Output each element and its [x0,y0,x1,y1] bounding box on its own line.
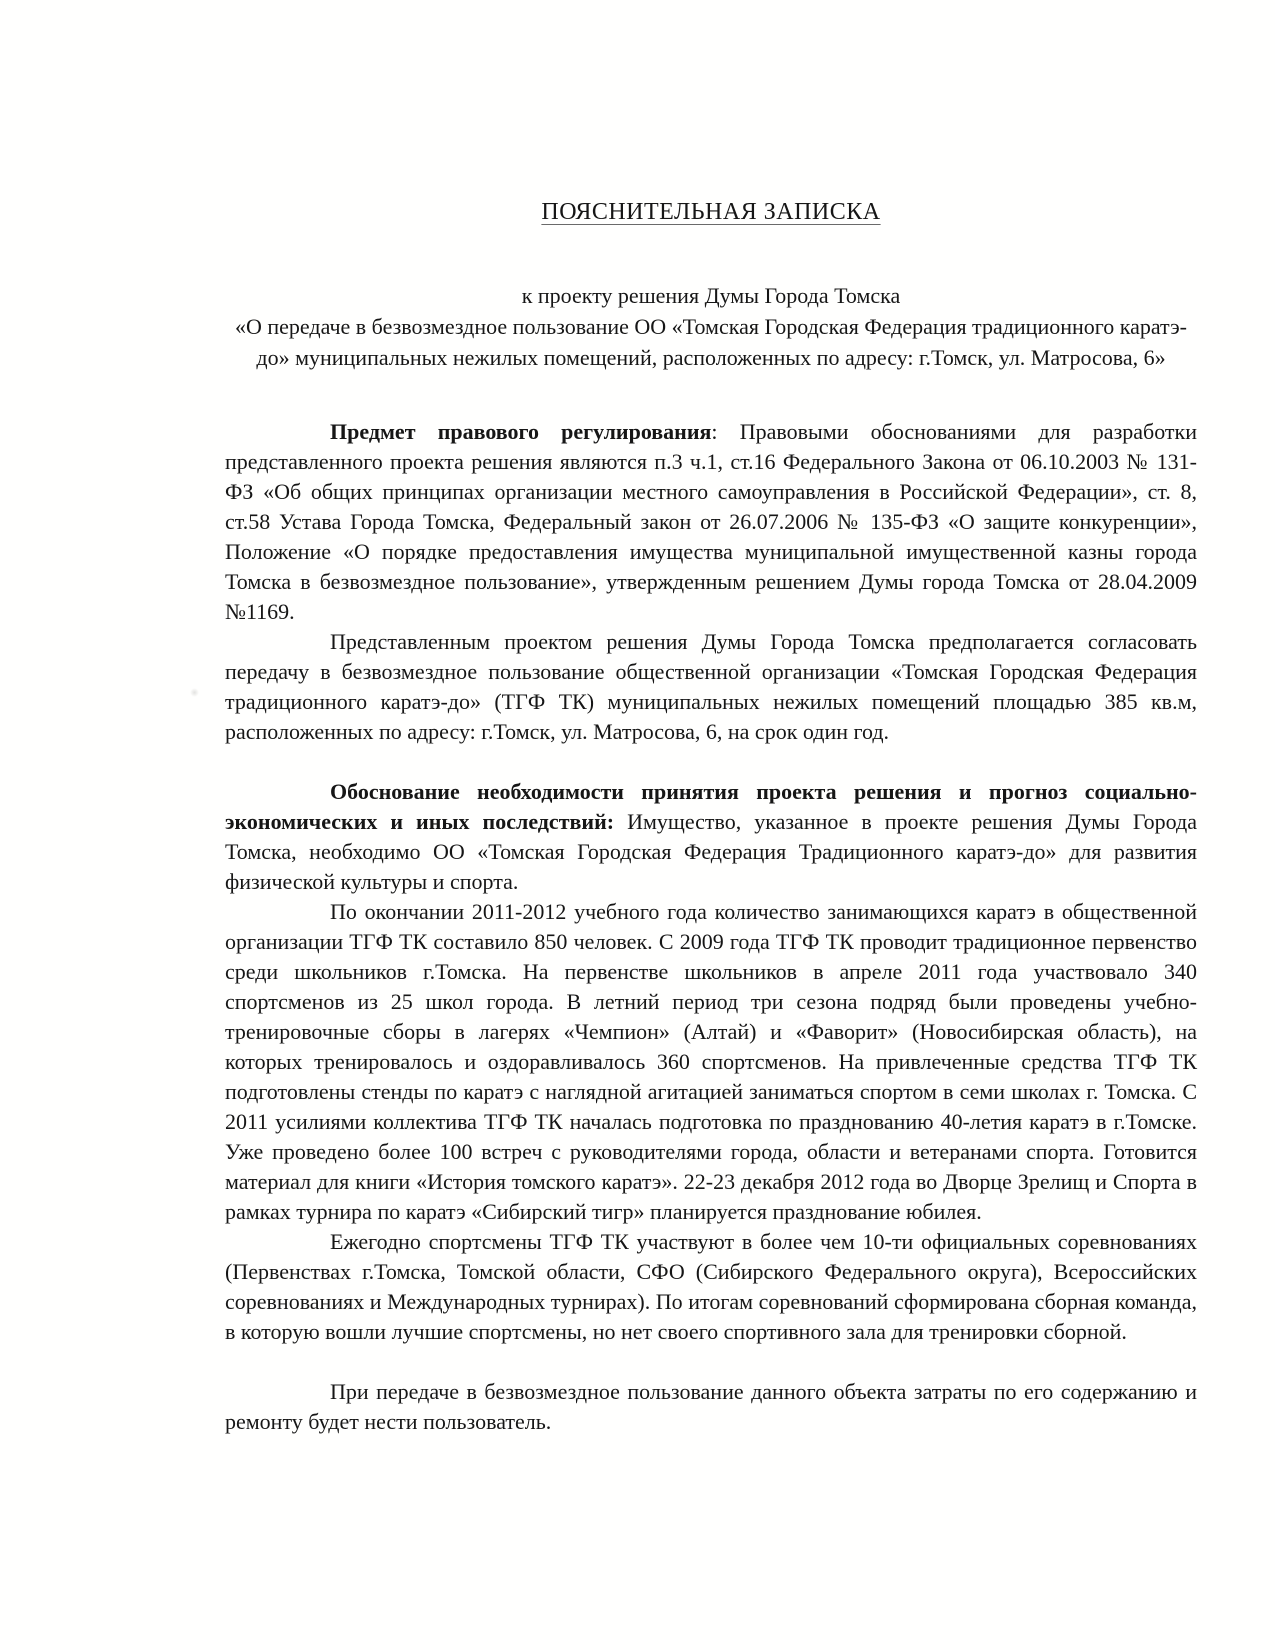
paragraph: По окончании 2011-2012 учебного года количество занимающихся каратэ в общественной организации ТГФ ТК составило 850 человек. С 2009 года ТГФ ТК проводит традиционное первенство среди школьников г.Томска. На первенстве школьников в апреле 2011 года участвовало 340 спортсменов из 25 школ города. В летний период три сезона подряд были проведены учебно-тренировочные сборы в лагерях «Чемпион» (Алтай) и «Фаворит» (Новосибирская область), на которых тренировалось и оздоравливалось 360 спортсменов. На привлеченные средства ТГФ ТК подготовлены стенды по каратэ с наглядной агитацией заниматься спортом в семи школах г. Томска. С 2011 усилиями коллектива ТГФ ТК началась подготовка по празднованию 40-летия каратэ в г.Томске. Уже проведено более 100 встреч с руководителями города, области и ветеранами спорта. Готовится материал для книги «История томского каратэ». 22-23 декабря 2012 года во Дворце Зрелищ и Спорта в рамках турнира по каратэ «Сибирский тигр» планируется празднование юбилея. [225,899,1197,1224]
paragraph: Ежегодно спортсмены ТГФ ТК участвуют в более чем 10-ти официальных соревнованиях (Первенствах г.Томска, Томской области, СФО (Сибирского Федерального округа), Всероссийских соревнованиях и Международных турнирах). По итогам соревнований сформирована сборная команда, в которую вошли лучшие спортсмены, но нет своего спортивного зала для тренировки сборной. [225,1229,1197,1344]
paragraph: Обоснование необходимости принятия проекта решения и прогноз социально-экономических и иных последствий: Имущество, указанное в проекте решения Думы Города Томска, необходимо ОО «Томская Городская Федерация Традиционного каратэ-до» для развития физической культуры и спорта. [225,779,1197,894]
paragraph: Предмет правового регулирования: Правовыми обоснованиями для разработки представленного проекта решения являются п.3 ч.1, ст.16 Федерального Закона от 06.10.2003 № 131-ФЗ «Об общих принципах организации местного самоуправления в Российской Федерации», ст. 8, ст.58 Устава Города Томска, Федеральный закон от 26.07.2006 № 135-ФЗ «О защите конкуренции», Положение «О порядке предоставления имущества муниципальной имущественной казны города Томска в безвозмездное пользование», утвержденным решением Думы города Томска от 28.04.2009 №1169. [225,419,1197,624]
document-body [225,417,1197,1437]
document-title: ПОЯСНИТЕЛЬНАЯ ЗАПИСКА [541,199,881,225]
document-subtitle [225,280,1197,373]
scan-artifact [190,688,199,697]
subtitle-line: «О передаче в безвозмездное пользование ОО «Томская Городская Федерация традиционного каратэ-до» муниципальных нежилых помещений, расположенных по адресу: г.Томск, ул. Матросова, 6» [234,314,1187,370]
subtitle-line: к проекту решения Думы Города Томска [521,283,901,308]
paragraph: При передаче в безвозмездное пользование данного объекта затраты по его содержанию и ремонту будет нести пользователь. [225,1379,1197,1434]
paragraph-lead: Предмет правового регулирования [330,419,712,444]
paragraph-lead: Обоснование необходимости принятия проекта решения и прогноз социально-экономических и иных последствий: [225,779,1197,834]
paragraph: Представленным проектом решения Думы Города Томска предполагается согласовать передачу в безвозмездное пользование общественной организации «Томская Городская Федерация традиционного каратэ-до» (ТГФ ТК) муниципальных нежилых помещений площадью 385 кв.м, расположенных по адресу: г.Томск, ул. Матросова, 6, на срок один год. [225,629,1197,744]
